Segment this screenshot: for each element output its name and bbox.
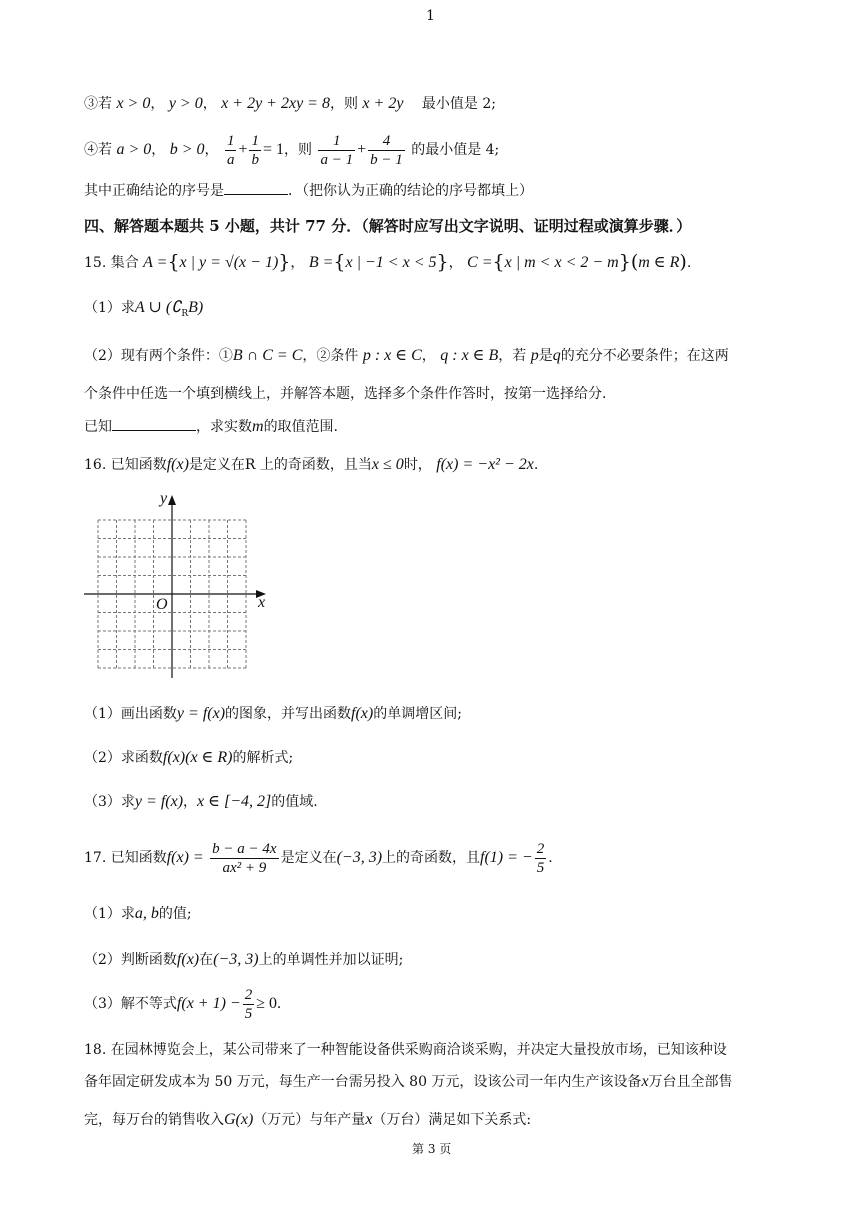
q17-value: f(1) = − bbox=[480, 849, 533, 866]
var-x: x bbox=[641, 1073, 649, 1090]
q17-text: 的值; bbox=[158, 906, 192, 922]
q18-text: （万台）满足如下关系式: bbox=[372, 1112, 532, 1128]
var-q: q bbox=[552, 347, 561, 364]
x-axis-label: x bbox=[258, 594, 266, 611]
item-3-sep: ， bbox=[202, 96, 217, 112]
q16-function: y = f(x) bbox=[134, 793, 184, 810]
m-condition: m ∈ R bbox=[638, 254, 680, 271]
item-4-label: ④若 bbox=[84, 142, 112, 158]
q16-text: 时， bbox=[403, 457, 432, 473]
set-c-def: x | m < x < 2 − m bbox=[504, 254, 619, 271]
q16-text: 的单调增区间; bbox=[373, 706, 462, 722]
condition-sep: ，②条件 bbox=[302, 348, 359, 364]
part-label: （1）画出函数 bbox=[84, 706, 177, 722]
fraction-1-over-b: $\frac{1}{b}$ bbox=[251, 132, 259, 168]
q17-inequality: f(x + 1) − bbox=[176, 995, 241, 1012]
question-15: 15. 集合 A ={x | y = √(x − 1)}， B ={x | −1 < x < 5}， C ={x | m < x < 2 − m}(m ∈ R). bbox=[84, 251, 692, 273]
q15-number: 15. 集合 bbox=[84, 255, 139, 271]
q16-part-1 bbox=[84, 704, 462, 724]
fraction-1-over-a-1: $\frac{1}{a - 1}$ bbox=[320, 132, 354, 168]
q16-condition: x ≤ 0 bbox=[371, 456, 404, 473]
condition-if: ，若 bbox=[498, 348, 527, 364]
known-text: ，求实数 bbox=[196, 419, 252, 435]
q16-text: 的图象，并写出函数 bbox=[225, 706, 352, 722]
plus-sign: + bbox=[238, 141, 248, 158]
q18-text: 完，每万台的销售收入 bbox=[84, 1112, 224, 1128]
q15-part-1 bbox=[84, 298, 203, 324]
part-label: （1）求 bbox=[84, 300, 135, 316]
q18-text: （万元）与年产量 bbox=[253, 1112, 366, 1128]
q17-text: 上的奇函数，且 bbox=[382, 850, 481, 866]
q16-number: 16. 已知函数 bbox=[84, 457, 167, 473]
set-a-def: x | y = √(x − 1) bbox=[179, 254, 279, 271]
item-3 bbox=[84, 94, 496, 114]
q16-function: y = f(x) bbox=[176, 705, 226, 722]
fraction-2-over-5: $\frac{2}{5}$ bbox=[244, 986, 253, 1022]
set-c-label: C = bbox=[467, 254, 493, 271]
item-4-sep: ， bbox=[204, 142, 219, 158]
fraction-2-over-5: $\frac{2}{5}$ bbox=[536, 840, 545, 876]
q17-interval: (−3, 3) bbox=[213, 951, 259, 968]
condition-q: q : x ∈ B bbox=[440, 347, 499, 364]
fraction-4-over-b-1: $\frac{4}{b - 1}$ bbox=[370, 132, 403, 168]
condition-blank[interactable] bbox=[112, 416, 196, 431]
coordinate-grid bbox=[80, 490, 280, 680]
var-p: p bbox=[530, 347, 539, 364]
fraction-1-over-a: $\frac{1}{a}$ bbox=[226, 132, 235, 168]
item-3-expression: x + 2y bbox=[362, 95, 404, 112]
fill-in-line bbox=[84, 180, 533, 201]
equals-one: = 1 bbox=[262, 141, 285, 158]
part-label: （2）判断函数 bbox=[84, 952, 177, 968]
page-footer: 第 3 页 bbox=[412, 1142, 452, 1156]
q15-part-2: （2）现有两个条件：①B ∩ C = C，②条件 p : x ∈ C， q : x ∈ B，若 p是q的充分不必要条件；在这两 bbox=[84, 347, 729, 364]
q17-text: 在 bbox=[199, 952, 214, 968]
q16-part-2 bbox=[84, 748, 293, 768]
origin-label: O bbox=[156, 596, 168, 613]
q18-line-3 bbox=[84, 1110, 531, 1130]
var-m: m bbox=[252, 418, 264, 435]
q17-text: 上的单调性并加以证明; bbox=[258, 952, 404, 968]
item-4-claim: 的最小值是 4; bbox=[411, 142, 500, 158]
q17-part-1 bbox=[84, 904, 192, 924]
item-4-then: ，则 bbox=[284, 142, 313, 158]
known-end: 的取值范围. bbox=[263, 419, 339, 435]
q17-inequality-tail: ≥ 0. bbox=[256, 995, 281, 1012]
set-b-label: B = bbox=[308, 254, 334, 271]
function-f: f(x) bbox=[166, 456, 189, 473]
q17-part-3 bbox=[84, 984, 281, 1024]
fill-in-note: ．（把你认为正确的结论的序号都填上） bbox=[288, 183, 533, 199]
complement-expression: A ∪ (∁ bbox=[134, 299, 182, 316]
known-label: 已知 bbox=[84, 419, 112, 435]
q17-text: 是定义在 bbox=[280, 850, 337, 866]
item-3-cond-x: x > 0 bbox=[116, 95, 151, 112]
q16-text: 的值域. bbox=[271, 794, 318, 810]
complement-end: B) bbox=[188, 299, 204, 316]
q16-formula: f(x) = −x² − 2x bbox=[436, 456, 534, 473]
q18-line-2 bbox=[84, 1072, 733, 1092]
q17-vars: a, b bbox=[134, 905, 159, 922]
condition-1: B ∩ C = C bbox=[232, 347, 303, 364]
q16-domain: x ∈ [−4, 2] bbox=[197, 793, 272, 810]
set-a-label: A = bbox=[143, 254, 168, 271]
function-f: f(x) bbox=[351, 705, 374, 722]
fill-in-prompt: 其中正确结论的序号是 bbox=[84, 183, 224, 199]
function-g: G(x) bbox=[224, 1111, 254, 1128]
item-4-cond-a: a > 0 bbox=[116, 141, 152, 158]
complement-subscript: R bbox=[181, 308, 189, 319]
q16-part-3: （3）求y = f(x)，x ∈ [−4, 2]的值域. bbox=[84, 793, 318, 810]
q17-number: 17. 已知函数 bbox=[84, 850, 167, 866]
part-label: （2）求函数 bbox=[84, 750, 163, 766]
item-3-claim: 最小值是 2; bbox=[421, 96, 496, 112]
item-3-sep: ， bbox=[150, 96, 165, 112]
q18-text: 万台且全部售 bbox=[648, 1074, 733, 1090]
item-3-then: ，则 bbox=[329, 96, 358, 112]
y-axis-label: y bbox=[160, 490, 168, 507]
q18-text: 备年固定研发成本为 50 万元，每生产一台需另投入 80 万元，设该公司一年内生产该设备 bbox=[84, 1074, 642, 1090]
question-16: 16. 已知函数f(x)是定义在R 上的奇函数，且当x ≤ 0时， f(x) = −x² − 2x. bbox=[84, 456, 539, 473]
q16-function-domain: f(x)(x ∈ R) bbox=[162, 749, 233, 766]
q15-known bbox=[84, 416, 338, 437]
var-x: x bbox=[365, 1111, 373, 1128]
question-17: 17. 已知函数f(x) = $\frac{b - a - 4x}{\text{ax² + 9}}$ 是定义在(−3, 3)上的奇函数，且f(1) = − $\frac{2}{5}$ . bbox=[84, 840, 553, 876]
section-heading: 四、解答题本题共 5 小题，共计 77 分．（解答时应写出文字说明、证明过程或演算步骤．） bbox=[84, 217, 692, 235]
part-label: （3）解不等式 bbox=[84, 996, 177, 1012]
item-3-label: ③若 bbox=[84, 96, 112, 112]
condition-tail: 的充分不必要条件；在这两 bbox=[560, 348, 729, 364]
part-label: （1）求 bbox=[84, 906, 135, 922]
function-f: f(x) = bbox=[166, 849, 204, 866]
q18-line-1: 18. 在园林博览会上，某公司带来了一种智能设备供采购商洽谈采购，并决定大量投放市场，已知该种设 bbox=[84, 1042, 727, 1058]
part-label: （2）现有两个条件：① bbox=[84, 348, 233, 364]
q17-part-2 bbox=[84, 950, 403, 970]
y-axis-arrow bbox=[168, 495, 176, 505]
item-4: ④若 a > 0， b > 0， $\frac{1}{a}$ + $\frac{1}{b}$ = 1，则 $\frac{1}{a - 1}$ + $\frac{4}{b - 1}$ 的最小值是 4; bbox=[84, 132, 500, 168]
q16-text: 是定义在R 上的奇函数，且当 bbox=[188, 457, 372, 473]
q15-part-2-line-2: 个条件中任选一个填到横线上，并解答本题，选择多个条件作答时，按第一选择给分. bbox=[84, 386, 607, 402]
item-4-sep: ， bbox=[151, 142, 166, 158]
function-f: f(x) bbox=[176, 951, 200, 968]
condition-p: p : x ∈ C bbox=[362, 347, 422, 364]
page-number: 1 bbox=[426, 8, 435, 24]
set-b-def: x | −1 < x < 5 bbox=[345, 254, 437, 271]
q16-text: 的解析式; bbox=[232, 750, 294, 766]
answer-blank[interactable] bbox=[224, 180, 288, 195]
item-4-cond-b: b > 0 bbox=[169, 141, 205, 158]
item-3-cond-y: y > 0 bbox=[168, 95, 203, 112]
q17-interval: (−3, 3) bbox=[336, 849, 383, 866]
q17-function-fraction: $\frac{b - a - 4x}{\text{ax² + 9}}$ bbox=[212, 840, 277, 876]
item-3-equation: x + 2y + 2xy = 8 bbox=[221, 95, 330, 112]
text-is: 是 bbox=[538, 348, 553, 364]
part-label: （3）求 bbox=[84, 794, 135, 810]
